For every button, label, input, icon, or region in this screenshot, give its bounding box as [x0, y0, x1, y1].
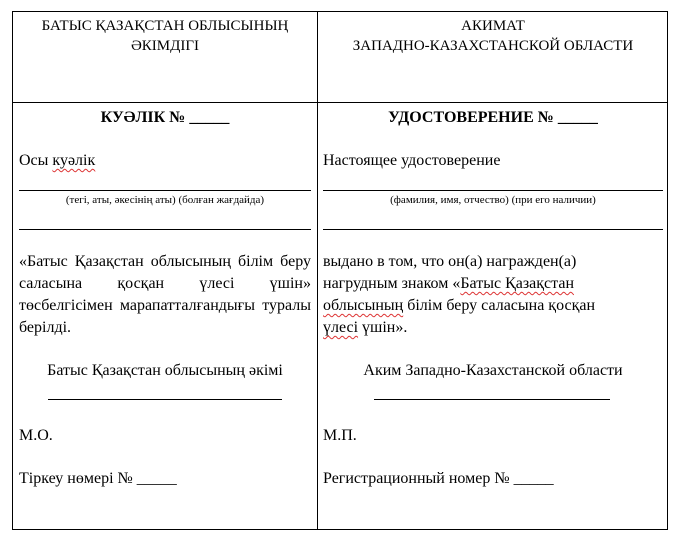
right-para-line3-suffix: білім беру саласына қосқан — [403, 297, 596, 314]
left-name-caption: (тегі, аты, әкесінің аты) (болған жағдайда) — [65, 194, 265, 206]
header-divider — [13, 102, 667, 103]
right-name-line — [323, 190, 663, 191]
right-para-line3 — [323, 295, 663, 317]
column-divider — [317, 12, 318, 529]
left-name-line-2 — [19, 229, 311, 230]
certificate-form-table — [12, 11, 668, 530]
left-signature-line — [48, 399, 282, 400]
left-seal: М.О. — [19, 427, 53, 444]
right-para-line2 — [323, 273, 663, 295]
right-para-line4-underlined: үлесі — [323, 319, 359, 336]
right-title: УДОСТОВЕРЕНИЕ № _____ — [388, 109, 598, 126]
right-name-line-2 — [323, 229, 663, 230]
right-para-line2-underlined: Батыс Қазақстан — [460, 275, 574, 292]
left-title: КУӘЛІК № _____ — [100, 109, 230, 126]
right-intro: Настоящее удостоверение — [323, 152, 501, 169]
left-intro-underlined: куәлік — [52, 152, 96, 169]
right-reg-number: Регистрационный номер № _____ — [323, 470, 554, 487]
right-name-caption: (фамилия, имя, отчество) (при его наличии) — [390, 194, 596, 206]
right-paragraph — [323, 251, 663, 339]
right-seal: М.П. — [323, 427, 357, 444]
header-left-line1: БАТЫС ҚАЗАҚСТАН ОБЛЫСЫНЫҢ — [41, 18, 289, 34]
header-right — [318, 16, 668, 56]
left-reg-number: Тіркеу нөмері № _____ — [19, 470, 177, 487]
left-signatory: Батыс Қазақстан облысының әкімі — [47, 362, 283, 379]
right-para-line2-prefix: нагрудным знаком « — [323, 275, 461, 292]
left-intro — [19, 150, 95, 172]
right-para-line3-underlined: облысының — [323, 297, 404, 314]
right-para-line4-suffix: үшін». — [358, 319, 408, 336]
left-intro-word: Осы — [19, 152, 49, 169]
right-para-line4 — [323, 317, 663, 339]
left-paragraph: «Батыс Қазақстан облысының білім беру саласына қосқан үлесі үшін» төсбелгісімен марапатталғандығы туралы берілді. — [19, 253, 311, 336]
right-signature-line — [374, 399, 610, 400]
header-left — [13, 16, 317, 56]
right-signatory: Аким Западно-Казахстанской области — [363, 362, 623, 379]
header-right-line2: ЗАПАДНО-КАЗАХСТАНСКОЙ ОБЛАСТИ — [352, 38, 634, 54]
left-name-line — [19, 190, 311, 191]
header-left-line2: ӘКІМДІГІ — [130, 38, 200, 54]
right-para-line1: выдано в том, что он(а) награжден(а) — [323, 253, 577, 270]
header-right-line1: АКИМАТ — [461, 18, 525, 34]
